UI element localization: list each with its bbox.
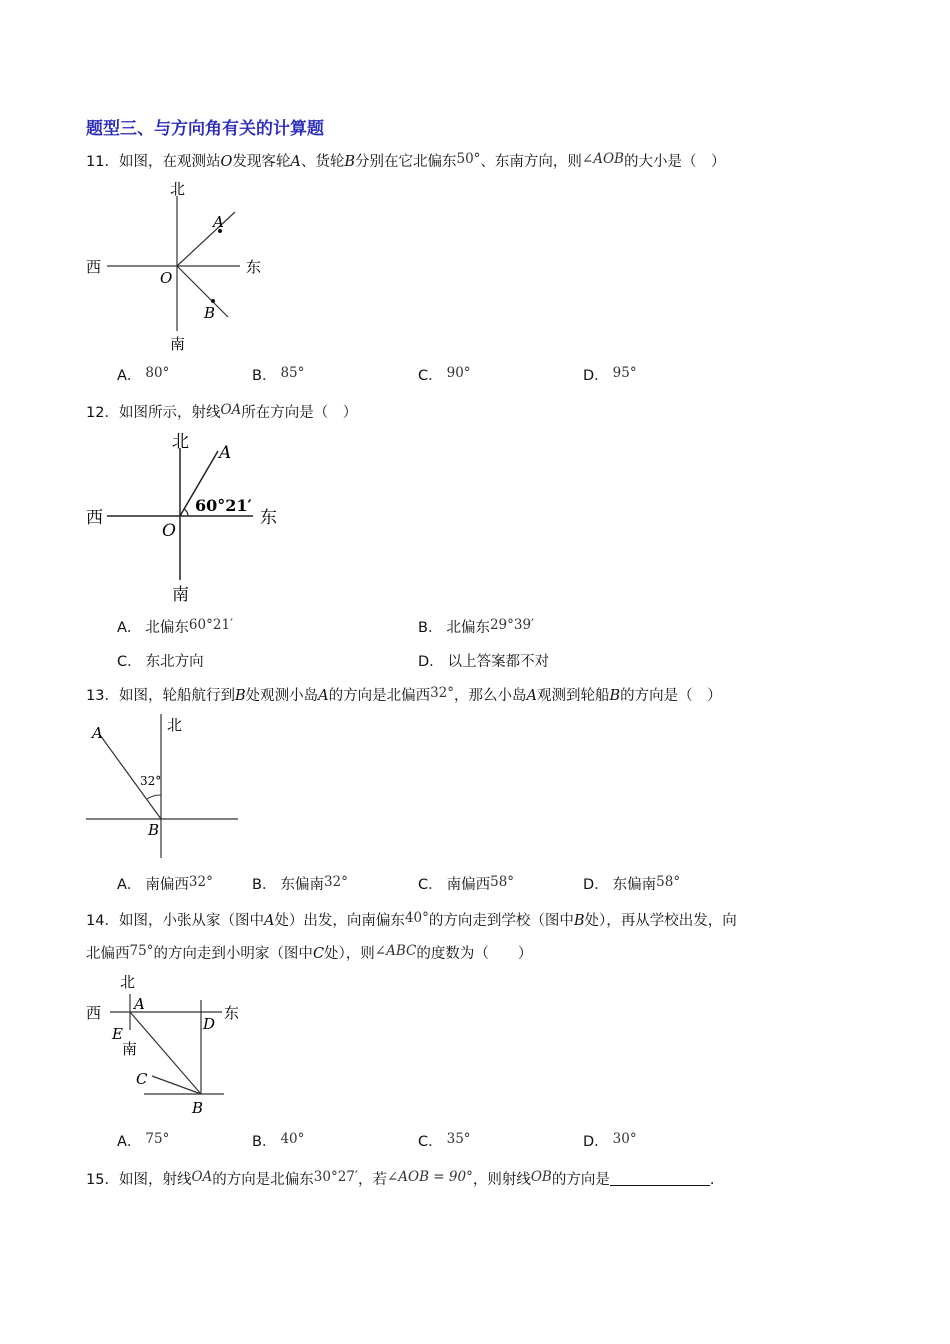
- point-d-label: D: [203, 1015, 216, 1033]
- point-a-label: A: [134, 995, 145, 1013]
- north-label: 北: [172, 432, 189, 452]
- point-c-label: C: [136, 1070, 148, 1088]
- option-d[interactable]: D． 东偏南58°: [583, 874, 681, 893]
- north-label: 北: [170, 180, 186, 198]
- question-15-stem: 15．如图，射线OA的方向是北偏东30°27′，若∠AOB = 90°，则射线OB的方向是 .: [86, 1169, 715, 1188]
- question-14-stem-line-1: 14．如图，小张从家（图中A处）出发，向南偏东40°的方向走到学校（图中B处），再从学校出发，向: [86, 910, 737, 929]
- point-o-label: O: [160, 269, 173, 287]
- option-c[interactable]: C． 90°: [418, 365, 471, 384]
- option-d[interactable]: D． 30°: [583, 1131, 637, 1150]
- option-a[interactable]: A． 80°: [117, 365, 170, 384]
- point-o-label: O: [162, 521, 176, 541]
- south-label: 南: [122, 1040, 138, 1058]
- option-d[interactable]: D． 以上答案都不对: [418, 654, 550, 670]
- point-b-label: B: [192, 1099, 204, 1117]
- question-number: 12．: [86, 405, 119, 421]
- option-a[interactable]: A． 南偏西32°: [117, 874, 213, 893]
- point-e-label: E: [112, 1025, 123, 1043]
- point-a-label: A: [219, 443, 232, 463]
- figure-q13: [80, 708, 250, 863]
- point-a-label: A: [92, 724, 103, 742]
- point-b-label: B: [204, 304, 216, 322]
- west-label: 西: [86, 258, 102, 276]
- question-number: 11．: [86, 154, 119, 170]
- point-a-label: A: [213, 213, 224, 231]
- question-number: 14．: [86, 913, 119, 929]
- question-12-stem: 12．如图所示，射线OA所在方向是（ ）: [86, 402, 358, 421]
- option-d[interactable]: D． 95°: [583, 365, 637, 384]
- north-label: 北: [120, 973, 136, 991]
- east-label: 东: [246, 258, 262, 276]
- option-a[interactable]: A． 75°: [117, 1131, 170, 1150]
- west-label: 西: [86, 508, 103, 528]
- east-label: 东: [224, 1004, 240, 1022]
- point-b-label: B: [148, 821, 160, 839]
- figure-q12-compass: [80, 425, 290, 610]
- south-label: 南: [170, 335, 186, 353]
- option-b[interactable]: B． 40°: [252, 1131, 305, 1150]
- west-label: 西: [86, 1004, 102, 1022]
- angle-label: 60°21′: [195, 496, 252, 515]
- question-11-stem: 11．如图，在观测站O发现客轮A、货轮B分别在它北偏东50°、东南方向，则∠AOB的大小是（ ）: [86, 151, 726, 170]
- option-c[interactable]: C． 35°: [418, 1131, 471, 1150]
- question-13-stem: 13．如图，轮船航行到B处观测小岛A的方向是北偏西32°，那么小岛A观测到轮船B的方向是（ ）: [86, 685, 722, 704]
- section-title: 题型三、与方向角有关的计算题: [86, 119, 324, 139]
- option-c[interactable]: C． 南偏西58°: [418, 874, 515, 893]
- south-label: 南: [172, 585, 189, 605]
- option-b[interactable]: B． 东偏南32°: [252, 874, 348, 893]
- angle-label: 32°: [140, 774, 162, 788]
- figure-q14: [80, 966, 260, 1121]
- option-b[interactable]: B． 北偏东29°39′: [418, 617, 535, 636]
- figure-q11-compass: [80, 176, 280, 356]
- option-a[interactable]: A． 北偏东60°21′: [117, 617, 234, 636]
- east-label: 东: [260, 508, 277, 528]
- question-number: 15．: [86, 1172, 119, 1188]
- question-14-stem-line-2: 北偏西75°的方向走到小明家（图中C处），则∠ABC的度数为（ ）: [86, 943, 533, 962]
- option-c[interactable]: C． 东北方向: [117, 654, 204, 670]
- option-b[interactable]: B． 85°: [252, 365, 305, 384]
- answer-blank[interactable]: [610, 1171, 710, 1186]
- question-number: 13．: [86, 688, 119, 704]
- north-label: 北: [167, 716, 183, 734]
